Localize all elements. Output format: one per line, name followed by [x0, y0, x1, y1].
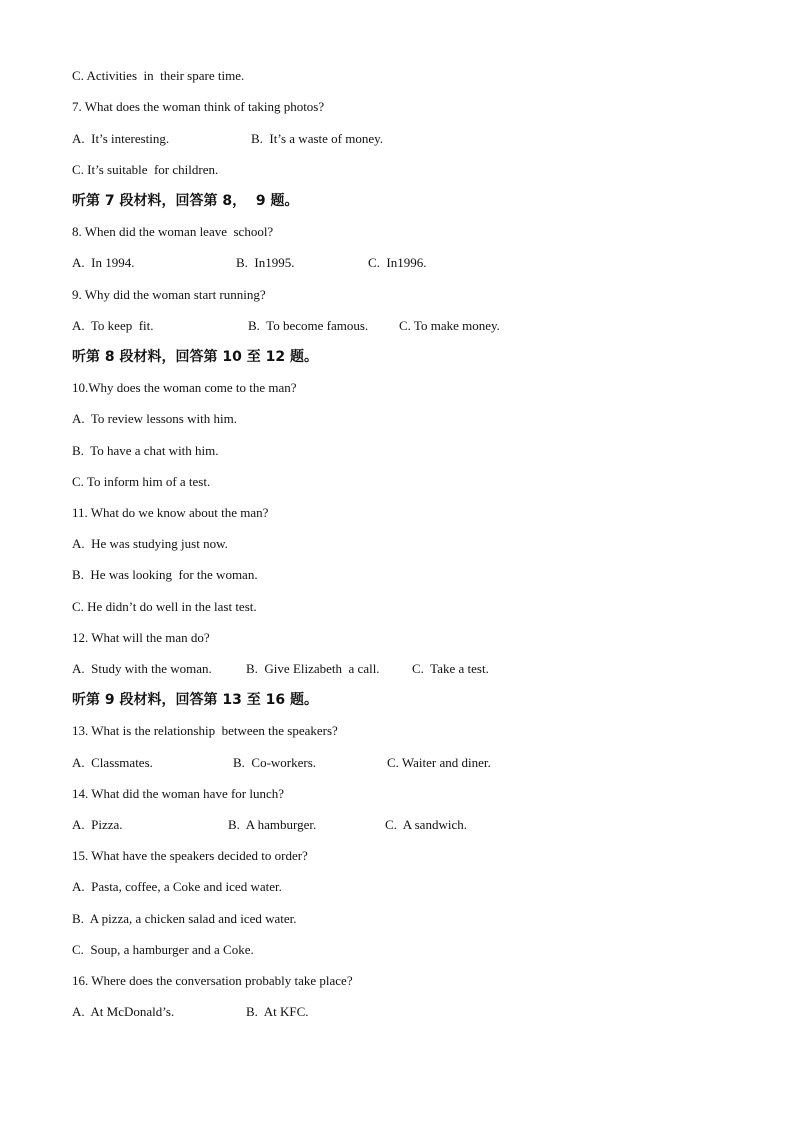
q9-option-a: A. To keep fit.: [72, 318, 154, 333]
q9-option-b: B. To become famous.: [248, 318, 369, 333]
q8-option-a: A. In 1994.: [72, 255, 135, 270]
q8-option-c: C. In1996.: [368, 255, 427, 270]
q9-question: 9. Why did the woman start running?: [72, 287, 266, 302]
section-heading-9: 听第 9 段材料，回答第 13 至 16 题。: [72, 692, 318, 708]
q11-question: 11. What do we know about the man?: [72, 505, 269, 520]
q10-question: 10.Why does the woman come to the man?: [72, 380, 297, 395]
q15-option-b: B. A pizza, a chicken salad and iced water.: [72, 911, 297, 926]
q8-question: 8. When did the woman leave school?: [72, 224, 274, 239]
q7-question: 7. What does the woman think of taking photos?: [72, 99, 325, 114]
q7-option-c: C. It’s suitable for children.: [72, 162, 219, 177]
section-heading-8: 听第 8 段材料，回答第 10 至 12 题。: [72, 349, 318, 365]
q13-option-a: A. Classmates.: [72, 755, 153, 770]
q13-question: 13. What is the relationship between the speakers?: [72, 723, 338, 738]
q10-option-a: A. To review lessons with him.: [72, 411, 237, 426]
q6-option-c: C. Activities in their spare time.: [72, 68, 245, 83]
q8-option-b: B. In1995.: [236, 255, 295, 270]
q14-question: 14. What did the woman have for lunch?: [72, 786, 285, 801]
q14-option-c: C. A sandwich.: [385, 817, 467, 832]
q14-option-b: B. A hamburger.: [228, 817, 317, 832]
q16-option-a: A. At McDonald’s.: [72, 1004, 175, 1019]
q11-option-c: C. He didn’t do well in the last test.: [72, 599, 257, 614]
q9-option-c: C. To make money.: [399, 318, 500, 333]
q15-question: 15. What have the speakers decided to order?: [72, 848, 308, 863]
q12-option-a: A. Study with the woman.: [72, 661, 212, 676]
q14-option-a: A. Pizza.: [72, 817, 123, 832]
q12-option-b: B. Give Elizabeth a call.: [246, 661, 380, 676]
q11-option-b: B. He was looking for the woman.: [72, 567, 258, 582]
q12-option-c: C. Take a test.: [412, 661, 489, 676]
q13-option-b: B. Co-workers.: [233, 755, 317, 770]
q10-option-c: C. To inform him of a test.: [72, 474, 211, 489]
q16-option-b: B. At KFC.: [246, 1004, 309, 1019]
q13-option-c: C. Waiter and diner.: [387, 755, 491, 770]
q15-option-c: C. Soup, a hamburger and a Coke.: [72, 942, 254, 957]
q7-option-a: A. It’s interesting.: [72, 131, 170, 146]
q15-option-a: A. Pasta, coffee, a Coke and iced water.: [72, 879, 282, 894]
q12-question: 12. What will the man do?: [72, 630, 210, 645]
q7-option-b: B. It’s a waste of money.: [251, 131, 384, 146]
section-heading-7: 听第 7 段材料，回答第 8， 9 题。: [72, 193, 299, 209]
q16-question: 16. Where does the conversation probably take place?: [72, 973, 353, 988]
q11-option-a: A. He was studying just now.: [72, 536, 228, 551]
q10-option-b: B. To have a chat with him.: [72, 443, 219, 458]
